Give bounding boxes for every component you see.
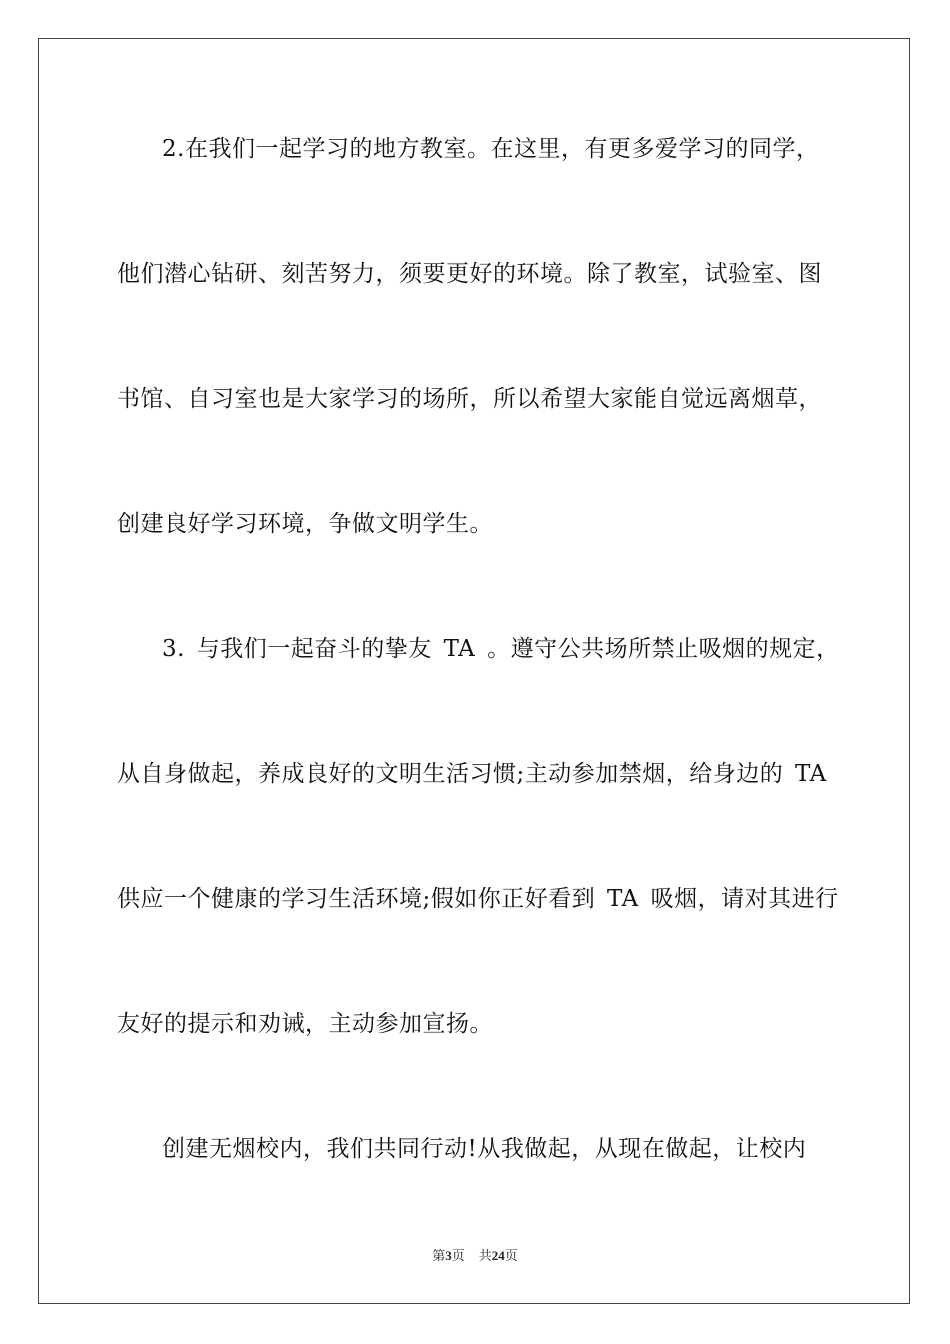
footer-total-prefix: 共 <box>478 1248 492 1263</box>
footer-total-suffix: 页 <box>504 1248 518 1263</box>
paragraph-line: 2.在我们一起学习的地方教室。在这里，有更多爱学习的同学， <box>162 136 820 162</box>
footer-total-pages: 24 <box>491 1248 505 1263</box>
page-border <box>38 38 910 1304</box>
paragraph-line: 创建良好学习环境，争做文明学生。 <box>117 511 493 537</box>
paragraph-line: 3. 与我们一起奋斗的挚友 TA 。遵守公共场所禁止吸烟的规定， <box>162 636 840 662</box>
paragraph-line: 书馆、自习室也是大家学习的场所，所以希望大家能自觉远离烟草， <box>117 386 822 412</box>
paragraph-line: 友好的提示和劝诫，主动参加宣扬。 <box>117 1011 493 1037</box>
paragraph-line: 创建无烟校内，我们共同行动!从我做起，从现在做起，让校内 <box>162 1136 807 1162</box>
footer-page-number: 3 <box>445 1248 452 1263</box>
footer-page-prefix: 第 <box>432 1248 446 1263</box>
paragraph-line: 供应一个健康的学习生活环境;假如你正好看到 TA 吸烟，请对其进行 <box>117 886 839 912</box>
page-footer <box>0 1247 950 1265</box>
paragraph-line: 他们潜心钻研、刻苦努力，须要更好的环境。除了教室，试验室、图 <box>117 261 822 287</box>
paragraph-line: 从自身做起，养成良好的文明生活习惯;主动参加禁烟，给身边的 TA <box>117 761 827 787</box>
footer-page-suffix: 页 <box>451 1248 465 1263</box>
